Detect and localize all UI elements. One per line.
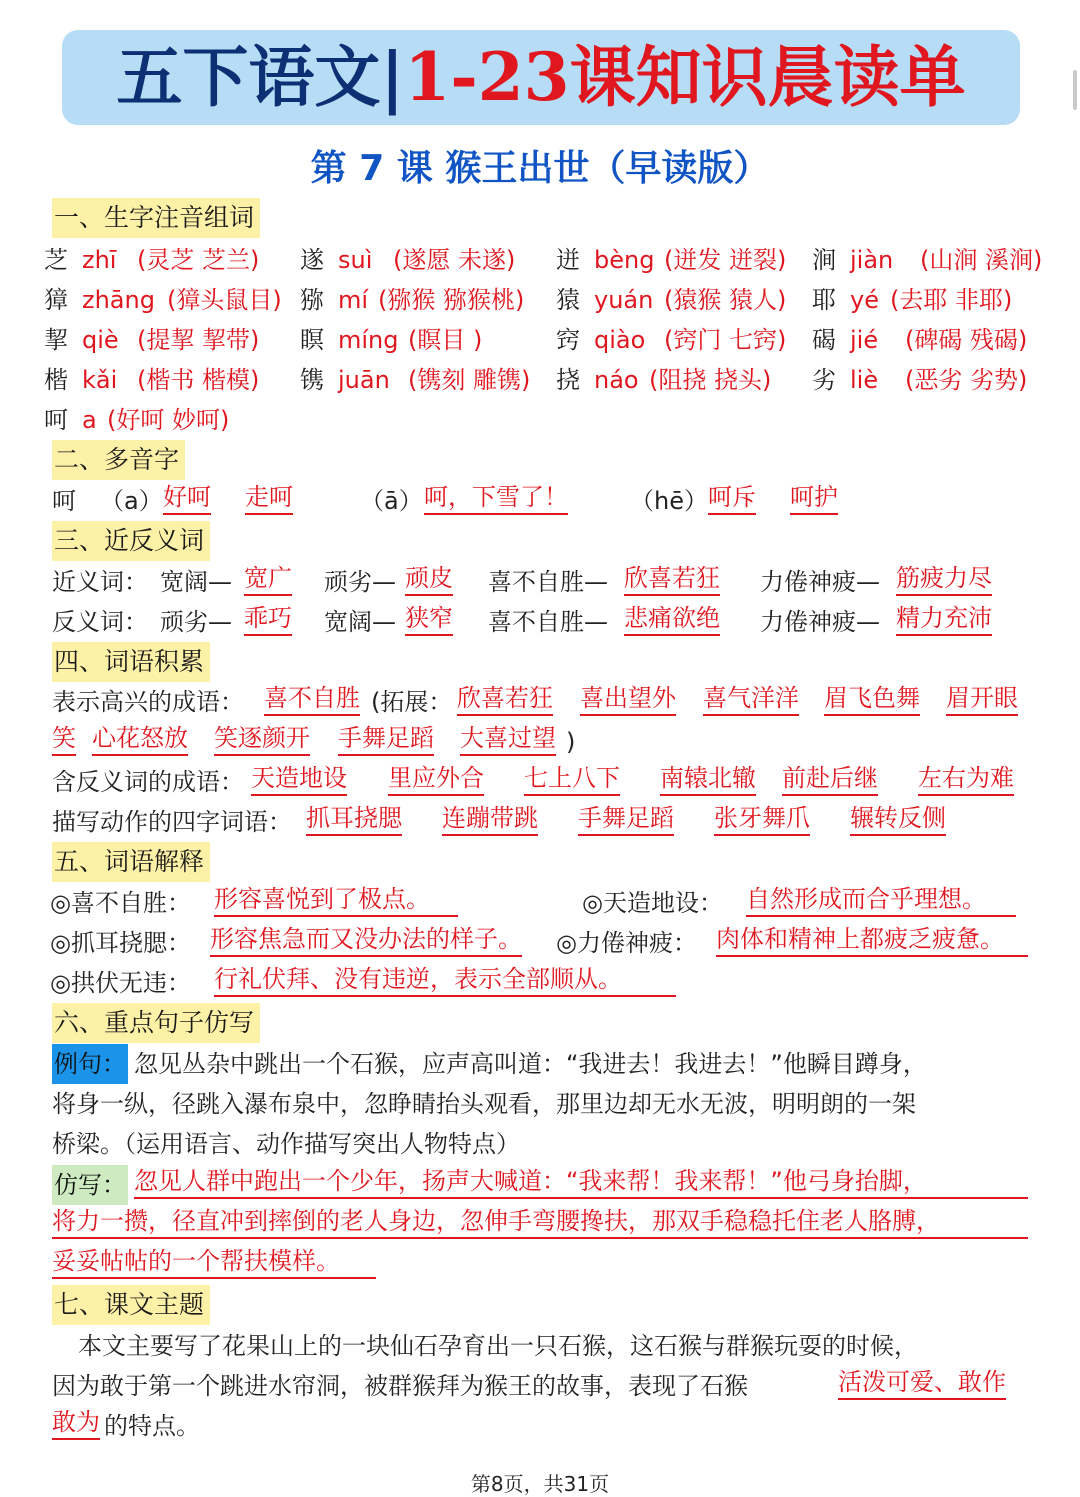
pair-answer: 狭窄	[405, 602, 453, 636]
idiom: 南辕北辙	[660, 762, 756, 796]
pair-answer: 筋疲力尽	[896, 562, 992, 596]
lesson-subtitle: 第 7 课 猴王出世（早读版）	[310, 148, 770, 189]
action-label: 描写动作的四字词语：	[52, 808, 292, 836]
example-line	[0, 1124, 1080, 1164]
action-words-row	[0, 802, 1080, 842]
char-entry	[0, 240, 1080, 280]
extension-close: )	[566, 728, 576, 756]
idiom: 大喜过望	[460, 722, 556, 756]
explain-term: ◎天造地设：	[582, 889, 723, 917]
explain-def: 行礼伏拜、没有违逆，表示全部顺从。	[214, 963, 676, 997]
char-glyph: 猕	[300, 286, 324, 314]
idiom: 眉飞色舞	[824, 682, 920, 716]
synonym-label: 近义词：	[52, 568, 148, 596]
polyphone-word: 走呵	[245, 481, 293, 515]
char-glyph: 呵	[44, 406, 68, 434]
char-pinyin: a	[82, 406, 97, 434]
theme-line	[0, 1406, 1080, 1446]
pair-answer: 顽皮	[405, 562, 453, 596]
char-words: (猿猴 猿人)	[664, 286, 787, 314]
char-pinyin: míng	[338, 326, 399, 354]
section-header-3: 三、近反义词	[52, 521, 210, 561]
explain-def: 形容焦急而又没办法的样子。	[210, 923, 522, 957]
char-words: (楷书 楷模)	[137, 366, 260, 394]
char-words: (恶劣 劣势)	[905, 366, 1028, 394]
char-pinyin: jié	[850, 326, 879, 354]
idiom: 心花怒放	[92, 722, 188, 756]
title-right: 1-23课知识晨读单	[404, 38, 966, 116]
example-line	[0, 1044, 1080, 1084]
char-words: (迸发 迸裂)	[664, 246, 787, 274]
char-glyph: 瞑	[300, 326, 324, 354]
idiom: 张牙舞爪	[714, 802, 810, 836]
idiom: 连蹦带跳	[442, 802, 538, 836]
antonym-row	[0, 602, 1080, 642]
polyphone-word: 呵斥	[708, 481, 756, 515]
char-pinyin: liè	[850, 366, 879, 394]
section-header-4: 四、词语积累	[52, 642, 210, 682]
pair-answer: 悲痛欲绝	[624, 602, 720, 636]
char-entry	[0, 320, 1080, 360]
idiom: 笑逐颜开	[214, 722, 310, 756]
polyphone-word: 呵护	[790, 481, 838, 515]
pair-answer: 欣喜若狂	[624, 562, 720, 596]
char-words: (阻挠 挠头)	[649, 366, 772, 394]
theme-line	[0, 1366, 1080, 1406]
idiom: 里应外合	[388, 762, 484, 796]
section-header-5: 五、词语解释	[52, 842, 210, 882]
char-glyph: 獐	[44, 286, 68, 314]
pair-word: 顽劣—	[160, 608, 232, 636]
char-pinyin: zhāng	[82, 286, 155, 314]
pair-word: 宽阔—	[160, 568, 232, 596]
idiom-part: 笑	[52, 722, 76, 756]
pair-answer: 宽广	[244, 562, 292, 596]
char-glyph: 镌	[300, 366, 324, 394]
pair-answer: 精力充沛	[896, 602, 992, 636]
idiom: 手舞足蹈	[578, 802, 674, 836]
explain-def: 形容喜悦到了极点。	[214, 883, 458, 917]
char-words: (瞑目 )	[408, 326, 483, 354]
char-glyph: 挠	[556, 366, 580, 394]
imitation-tag: 仿写：	[52, 1165, 128, 1205]
example-text: 桥梁。（运用语言、动作描写突出人物特点）	[52, 1130, 520, 1158]
imitation-text: 妥妥帖帖的一个帮扶模样。	[52, 1245, 376, 1279]
idiom: 欣喜若狂	[457, 682, 553, 716]
extension-open: (拓展：	[371, 688, 453, 716]
title-left: 五下语文	[116, 38, 381, 116]
theme-text: 本文主要写了花果山上的一块仙石孕育出一只石猴，这石猴与群猴玩耍的时候，	[78, 1332, 918, 1360]
char-entry	[0, 400, 1080, 440]
theme-highlight: 活泼可爱、敢作	[838, 1366, 1006, 1400]
char-words: (碑碣 残碣)	[905, 326, 1028, 354]
happy-label: 表示高兴的成语：	[52, 688, 244, 716]
example-line	[0, 1084, 1080, 1124]
explain-row	[0, 963, 1080, 1003]
polyphone-row	[0, 481, 1080, 521]
explain-row	[0, 883, 1080, 923]
polyphone-word: 好呵	[163, 481, 211, 515]
explain-row	[0, 923, 1080, 963]
char-glyph: 楷	[44, 366, 68, 394]
char-pinyin: náo	[594, 366, 639, 394]
char-pinyin: qiè	[82, 326, 119, 354]
char-glyph: 遂	[300, 246, 324, 274]
section-header-6: 六、重点句子仿写	[52, 1003, 260, 1043]
char-entry	[0, 280, 1080, 320]
char-pinyin: jiàn	[850, 246, 894, 274]
char-pinyin: bèng	[594, 246, 655, 274]
char-words: (遂愿 未遂)	[393, 246, 516, 274]
idiom: 喜气洋洋	[703, 682, 799, 716]
idiom: 手舞足蹈	[338, 722, 434, 756]
char-words: (窍门 七窍)	[664, 326, 787, 354]
char-words: (提挈 挈带)	[137, 326, 260, 354]
idiom: 天造地设	[251, 762, 347, 796]
antonym-label: 反义词：	[52, 608, 148, 636]
pair-word: 宽阔—	[324, 608, 396, 636]
char-glyph: 挈	[44, 326, 68, 354]
theme-highlight: 敢为	[52, 1406, 100, 1440]
theme-text: 的特点。	[104, 1412, 200, 1440]
imitation-line	[0, 1245, 1080, 1285]
imitation-line	[0, 1165, 1080, 1205]
example-text: 将身一纵，径跳入瀑布泉中，忽睁睛抬头观看，那里边却无水无波，明明朗的一架	[52, 1090, 916, 1118]
wrapped-idiom	[0, 682, 1080, 722]
imitation-text: 将力一攒，径直冲到摔倒的老人身边，忽伸手弯腰搀扶，那双手稳稳托住老人胳膊，	[52, 1205, 1028, 1239]
idiom: 辗转反侧	[850, 802, 946, 836]
char-glyph: 猿	[556, 286, 580, 314]
char-pinyin: mí	[338, 286, 369, 314]
polyphone-reading-3: （hē）	[630, 487, 708, 515]
char-words: (去耶 非耶)	[890, 286, 1013, 314]
antonym-idiom-label: 含反义词的成语：	[52, 768, 244, 796]
imitation-text: 忽见人群中跑出一个少年，扬声大喊道：“我来帮！我来帮！”他弓身抬脚，	[134, 1165, 1028, 1199]
pair-answer: 乖巧	[244, 602, 292, 636]
idiom: 喜出望外	[580, 682, 676, 716]
pair-word: 力倦神疲—	[760, 608, 880, 636]
section-header-2: 二、多音字	[52, 440, 185, 480]
char-glyph: 涧	[812, 246, 836, 274]
explain-term: ◎力倦神疲：	[556, 929, 697, 957]
theme-line	[0, 1326, 1080, 1366]
char-glyph: 耶	[812, 286, 836, 314]
char-glyph: 迸	[556, 246, 580, 274]
explain-def: 肉体和精神上都疲乏疲惫。	[716, 923, 1028, 957]
imitation-line	[0, 1205, 1080, 1245]
pair-word: 喜不自胜—	[488, 608, 608, 636]
char-glyph: 碣	[812, 326, 836, 354]
polyphone-word: 呵，下雪了！	[424, 481, 568, 515]
char-glyph: 劣	[812, 366, 836, 394]
idiom-part: 眉开眼	[946, 682, 1018, 716]
idiom: 抓耳挠腮	[306, 802, 402, 836]
char-glyph: 芝	[44, 246, 68, 274]
char-pinyin: juān	[338, 366, 390, 394]
char-pinyin: zhī	[82, 246, 117, 274]
explain-def: 自然形成而合乎理想。	[746, 883, 1016, 917]
char-pinyin: yé	[850, 286, 879, 314]
pair-word: 力倦神疲—	[760, 568, 880, 596]
char-words: (镌刻 雕镌)	[408, 366, 531, 394]
char-words: (好呵 妙呵)	[107, 406, 230, 434]
char-pinyin: suì	[338, 246, 373, 274]
example-tag: 例句：	[52, 1044, 128, 1084]
page-indicator: 第8页，共31页	[470, 1472, 610, 1496]
idiom: 前赴后继	[782, 762, 878, 796]
synonym-row	[0, 562, 1080, 602]
char-entry	[0, 360, 1080, 400]
title-banner	[62, 30, 1020, 125]
explain-term: ◎喜不自胜：	[50, 889, 191, 917]
wrapped-idiom	[0, 722, 1080, 762]
char-words: (獐头鼠目)	[167, 286, 282, 314]
char-words: (灵芝 芝兰)	[137, 246, 260, 274]
char-pinyin: kǎi	[82, 366, 118, 394]
antonym-idioms-row	[0, 762, 1080, 802]
section-header-7: 七、课文主题	[52, 1285, 210, 1325]
idiom: 七上八下	[524, 762, 620, 796]
char-glyph: 窍	[556, 326, 580, 354]
pair-word: 喜不自胜—	[488, 568, 608, 596]
idiom: 左右为难	[918, 762, 1014, 796]
char-pinyin: qiào	[594, 326, 646, 354]
char-pinyin: yuán	[594, 286, 654, 314]
polyphone-reading-2: （ā）	[360, 487, 423, 515]
polyphone-reading-1: （a）	[100, 487, 163, 515]
explain-term: ◎抓耳挠腮：	[50, 929, 191, 957]
pair-word: 顽劣—	[324, 568, 396, 596]
example-text: 忽见丛杂中跳出一个石猴，应声高叫道：“我进去！我进去！”他瞬目蹲身，	[134, 1050, 927, 1078]
explain-term: ◎拱伏无违：	[50, 969, 191, 997]
theme-text: 因为敢于第一个跳进水帘洞，被群猴拜为猴王的故事，表现了石猴	[52, 1372, 748, 1400]
char-words: (猕猴 猕猴桃)	[378, 286, 525, 314]
idiom: 喜不自胜	[264, 682, 360, 716]
section-header-1: 一、生字注音组词	[52, 198, 260, 238]
title-separator: |	[380, 38, 405, 116]
scrollbar[interactable]	[1073, 70, 1077, 110]
polyphone-char: 呵	[52, 487, 76, 515]
char-words: (山涧 溪涧)	[920, 246, 1043, 274]
